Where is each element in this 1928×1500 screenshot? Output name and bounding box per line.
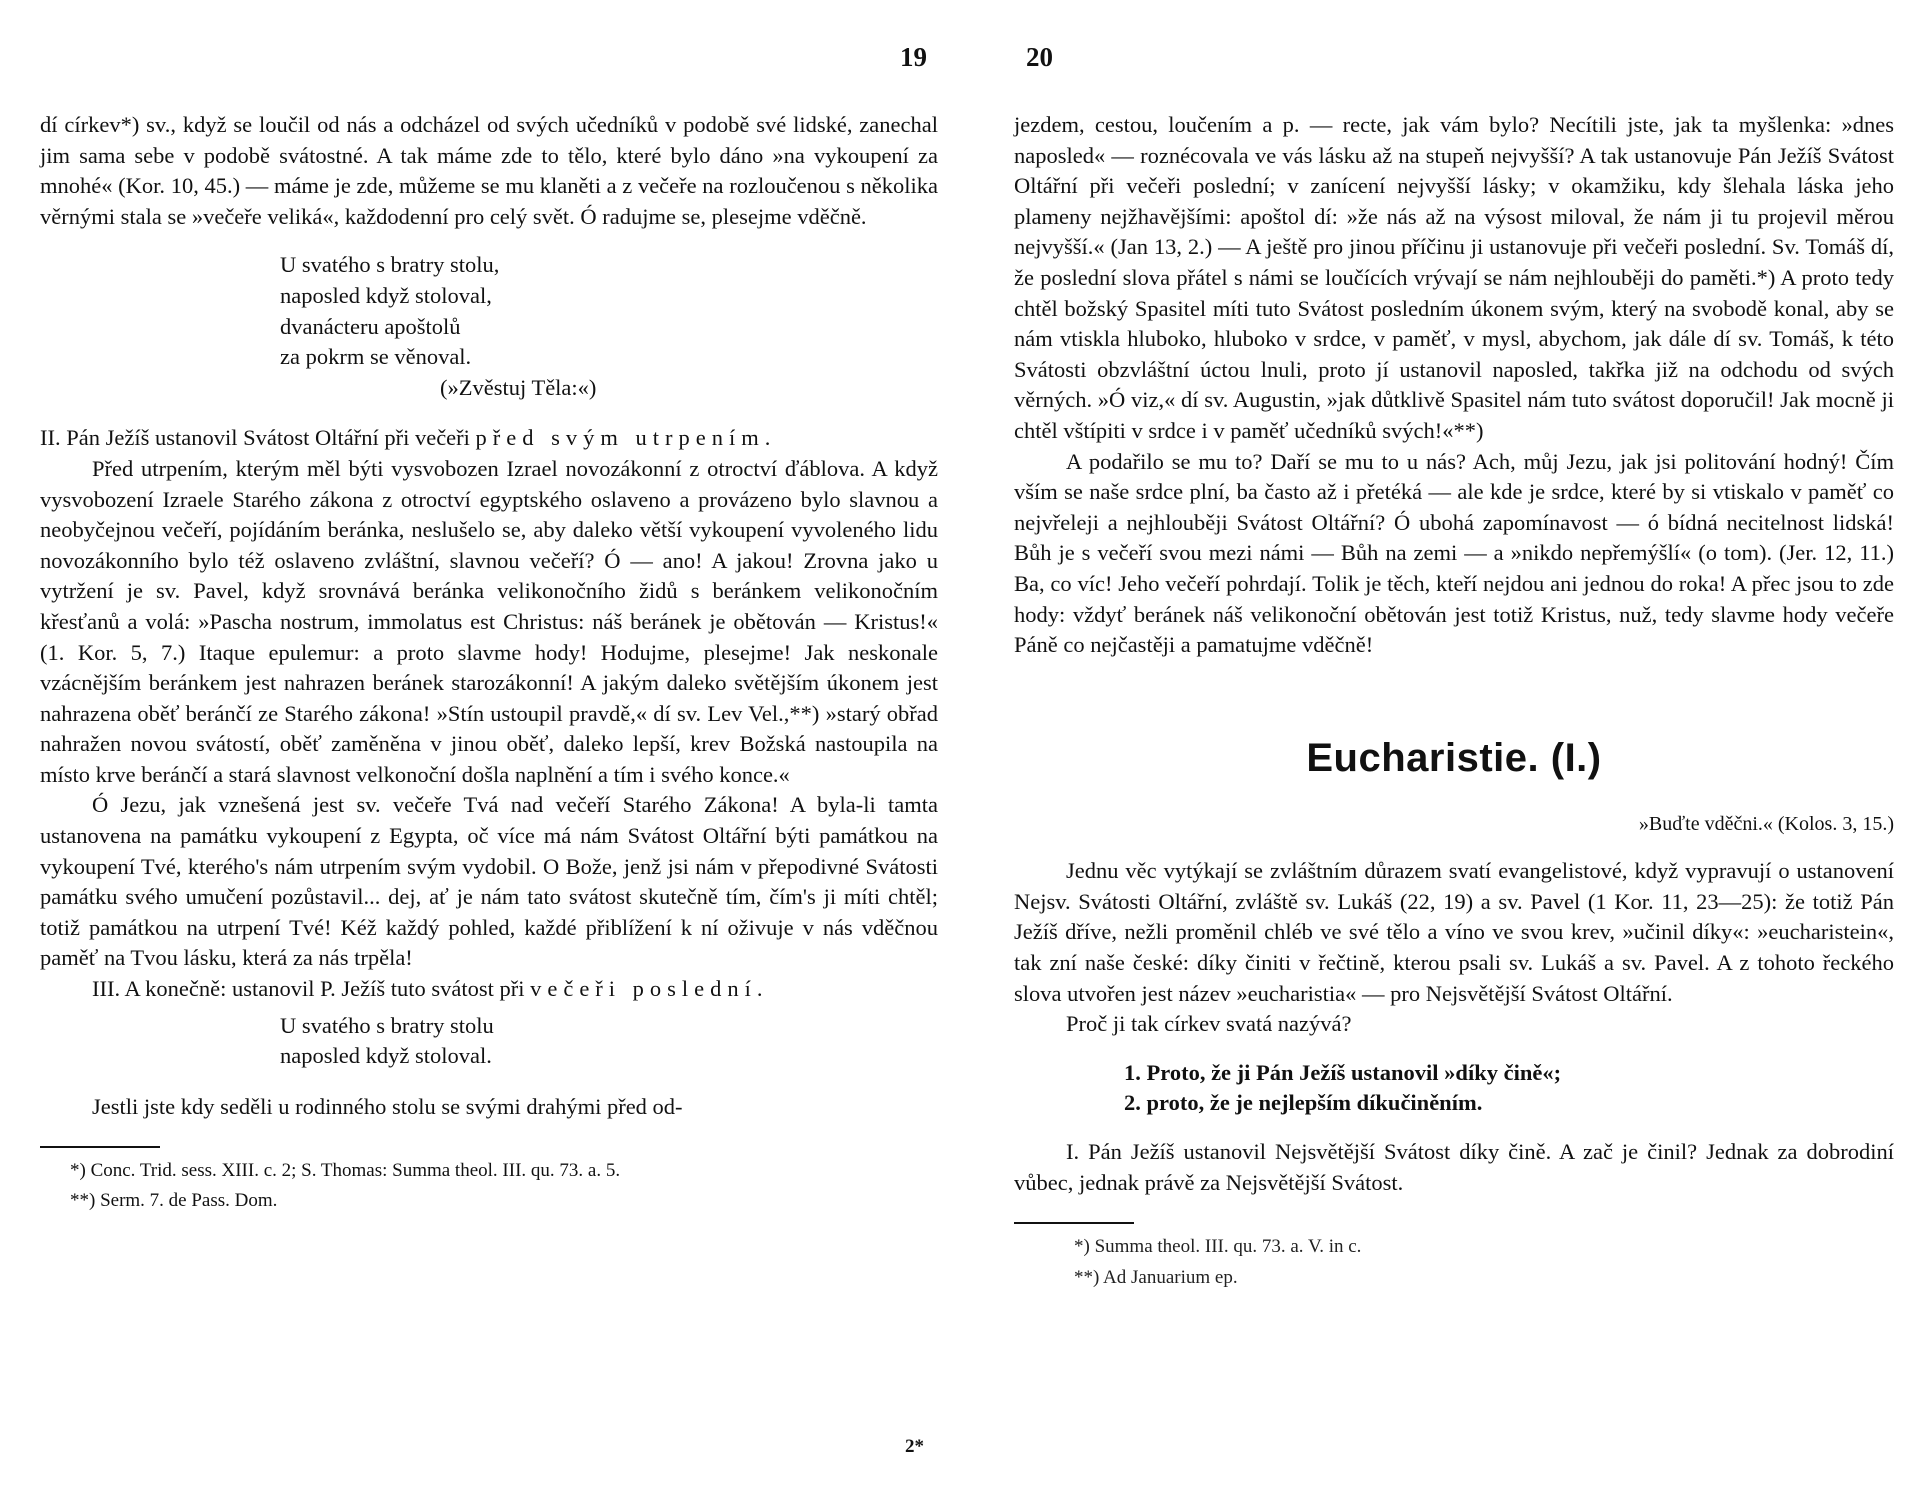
section-ii-heading (40, 423, 938, 454)
footnote: *) Summa theol. III. qu. 73. a. V. in c. (1074, 1236, 1362, 1258)
verse-line: naposled když stoloval. (280, 1043, 492, 1069)
paragraph: Proč ji tak církev svatá nazývá? (1066, 1011, 1352, 1037)
section-iii-spaced-text: večeři poslední. (530, 976, 769, 1002)
footnote-divider (40, 1146, 160, 1148)
verse-line: dvanácteru apoštolů (280, 313, 461, 339)
paragraph: Před utrpením, kterým měl býti vysvobozen Izrael novozákonní z otroctví ďáblova. A když vysvobození Izraele Starého zákona z otroctví egyptského oslaveno a provázeno bylo slavnou a neobyčejnou večeří, pojídáním beránka, neslušelo se, aby daleko větší vykoupení vyvoleného lidu novozákonního bylo též oslaveno zvláštní, slavnou večeří? Ó — ano! A jakou! Zrovna jako u vytržení je sv. Pavel, když srovnává beránka velikonočního židů s beránkem velikonočním křesťanů a volá: »Pascha nostrum, immolatus est Christus: náš beránek je obětován — Kristus!« (1. Kor. 5, 7.) Itaque epulemur: a proto slavme hody! Hodujme, plesejme! Jak neskonale vzácnějším beránkem jest nahrazen beránek starozákonní! A jakým daleko světějším úkonem jest nahrazena oběť beránčí ze Starého zákona! »Stín ustoupil pravdě,« dí sv. Lev Vel.,**) »starý obřad nahražen novou svátostí, oběť zaměněna v jinou oběť, daleko lepší, krev Božská nastoupila na místo krve beránčí a stará slavnost velkonoční došla naplnění a tím i svého konce.« (40, 455, 938, 787)
opening-paragraph: dí církev*) sv., když se loučil od nás a odcházel od svých učedníků v podobě své lidské, zanechal jim sama sebe v podobě svátostné. A tak máme zde to tělo, které bylo dáno »na vykoupení za mnohé« (Kor. 10, 45.) — máme je zde, můžeme se mu klaněti a z večeře na rozloučenou s několika věrnými stala se »večeře veliká«, každodenní pro celý svět. Ó radujme se, plesejme vděčně. (40, 112, 938, 229)
hymn-verse (280, 1011, 938, 1072)
hymn-verse (280, 250, 938, 403)
paragraph: A podařilo se mu to? Daří se mu to u nás? Ach, můj Jezu, jak jsi politování hodný! Čím vším se naše srdce plní, ba často až i přetéká — ale kde je srdce, které by si vtiskalo v paměť co nejvřeleji a nejhlouběji Svátost Oltářní? Ó ubohá zapomínavost — ó bídná necitelnost lidská! Bůh je s večeří svou mezi námi — Bůh na zemi — a »nikdo nepřemýšlí« (o tom). (Jer. 12, 11.) Ba, co víc! Jeho večeří pohrdají. Tolik je těch, kteří nejdou ani jednou do roka! A přec jsou to zde hody: vždyť beránek náš velikonoční obětován jest totiž Kristus, nuž, tedy slavme hody večeře Páně co nejčastěji a pamatujme vděčně! (1014, 448, 1894, 658)
verse-line: U svatého s bratry stolu (280, 1012, 494, 1038)
page-number: 20 (1026, 42, 1053, 72)
last-line: Jestli jste kdy seděli u rodinného stolu se svými drahými před od- (92, 1093, 683, 1119)
footnote: **) Serm. 7. de Pass. Dom. (70, 1189, 278, 1211)
right-text-column (1014, 110, 1894, 1293)
footnote: **) Ad Januarium ep. (1074, 1266, 1238, 1288)
section-ii-spaced-text: před svým utrpením. (475, 425, 777, 451)
point-item: 2. proto, že je nejlepším díkučiněním. (1124, 1090, 1483, 1116)
verse-source: (»Zvěstuj Těla:«) (440, 374, 597, 400)
chapter-motto: »Buďte vděčni.« (Kolos. 3, 15.) (1638, 813, 1894, 836)
paragraph: jezdem, cestou, loučením a p. — recte, jak vám bylo? Necítili jste, jak ta myšlenka: »dnes naposled« — roznécovala ve vás lásku až na stupeň nejvyšší? A tak ustanovuje Pán Ježíš Svátost Oltářní při večeři poslední; v zanícení nejvyšší lásky; v okamžiku, kdy šlehala láska jeho plameny nejžhavějšími: apoštol dí: »že nás až na výsost miloval, že nám ji tu projevil měrou nejvyšší.« (Jan 13, 2.) — A ještě pro jinou příčinu ji ustanovuje při večeři poslední. Sv. Tomáš dí, že poslední slova přátel s námi se loučících vrývají se nám nejhlouběji do paměti.*) A proto tedy chtěl božský Spasitel míti tuto Svátost posledním úkonem svým, který na svobodě konal, aby se nám vtiskla hluboko, hluboko v srdce, v paměť, v mysl, abychom, jak dále dí sv. Tomáš, k této Svátosti obzvláštní úctou lnuli, proto jí ustanovil naposled, takřka již na odchodu od svých věrných. »Ó viz,« dí sv. Augustin, »jak důtklivě Spasitel nám tuto svátost doporučil! Jak mocně ji chtěl vštípiti v srdce i v paměť učedníků svých!«**) (1014, 112, 1894, 443)
right-page (964, 0, 1928, 1500)
verse-line: za pokrm se věnoval. (280, 344, 472, 370)
section-iii-heading (40, 974, 938, 1005)
chapter-heading: Eucharistie. (I.) (1306, 735, 1602, 780)
footnote-divider (1014, 1222, 1134, 1224)
paragraph: Ó Jezu, jak vznešená jest sv. večeře Tvá nad večeří Starého Zákona! A byla-li tamta ustanovena na památku vykoupení z Egypta, oč více má nám Svátost Oltářní býti památkou na vykoupení Tvé, kterého's nám utrpením svým vydobil. O Bože, jenž jsi nám v přepodivné Svátosti památku svého umučení pozůstavil... dej, ať je nám tato svátost skutečně tím, čím's ji míti chtěl; totiž památkou na utrpení Tvé! Kéž každý pohled, každé přiblížení k ní oživuje v nás vděčnou paměť na Tvou lásku, která za nás trpěla! (40, 792, 938, 971)
printer-signature: 2* (905, 1436, 924, 1457)
verse-line: U svatého s bratry stolu, (280, 252, 500, 278)
verse-line: naposled když stoloval, (280, 282, 492, 308)
section-ii-text: II. Pán Ježíš ustanovil Svátost Oltářní při večeři (40, 425, 470, 451)
point-item: 1. Proto, že ji Pán Ježíš ustanovil »díky čině«; (1124, 1059, 1562, 1085)
paragraph: Jednu věc vytýkají se zvláštním důrazem svatí evangelistové, když vypravují o ustanovení Nejsv. Svátosti Oltářní, zvláště sv. Lukáš (22, 19) a sv. Pavel (1 Kor. 11, 23—25): že totiž Pán Ježíš dříve, nežli proměnil chléb ve své tělo a víno ve svou krev, »učinil díky«: »eucharistein«, tak zní naše české: díky činiti v řečtině, kterou psali sv. Lukáš a sv. Pavel. A z tohoto řeckého slova utvořen jest název »eucharistia« — pro Nejsvětější Svátost Oltářní. (1014, 858, 1894, 1006)
left-text-column (40, 110, 938, 1215)
footnote: *) Conc. Trid. sess. XIII. c. 2; S. Thomas: Summa theol. III. qu. 73. a. 5. (70, 1160, 621, 1182)
paragraph: I. Pán Ježíš ustanovil Nejsvětější Svátost díky čině. A zač je činil? Jednak za dobrodiní vůbec, jednak právě za Nejsvětější Svátost. (1014, 1139, 1894, 1195)
points-list (1124, 1058, 1894, 1119)
section-iii-text: III. A konečně: ustanovil P. Ježíš tuto svátost při (92, 976, 525, 1002)
page-number: 19 (900, 42, 927, 72)
